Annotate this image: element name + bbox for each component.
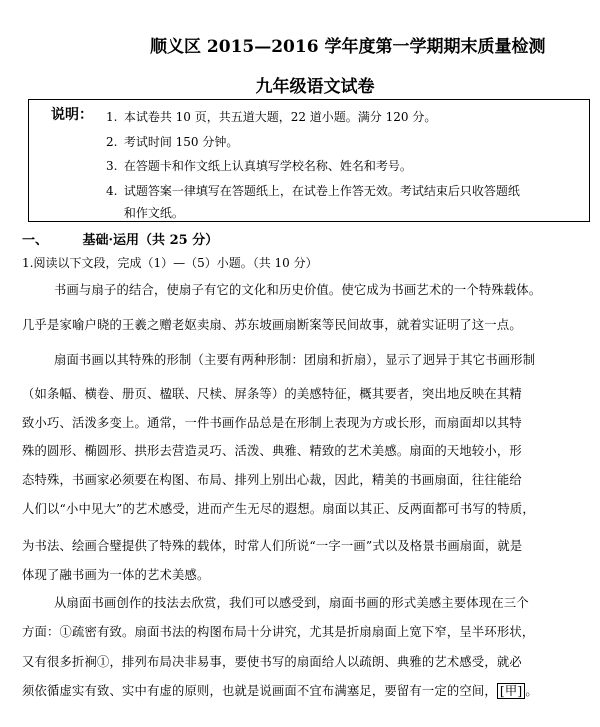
passage-line-text: 须依循虚实有致、实中有虚的原则，也就是说画面不宜布满塞足，要留有一定的空间， (22, 684, 497, 698)
notice-box (28, 99, 590, 222)
notice-item-text: 在答题卡和作文纸上认真填写学校名称、姓名和考号。 (123, 159, 412, 173)
exam-title: 顺义区 2015—2016 学年度第一学期期末质量检测 (150, 37, 546, 57)
notice-item-text: 和作文纸。 (123, 206, 184, 220)
passage-line: 扇面书画以其特殊的形制（主要有两种形制：团扇和折扇），显示了迥异于其它书画形制 (54, 353, 536, 367)
passage-line: 又有很多折裥①，排列布局决非易事，要使书写的扇面给人以疏朗、典雅的艺术感受，就必 (22, 655, 522, 669)
notice-item (106, 108, 436, 125)
section-title: 基础·运用（共 25 分） (82, 233, 219, 248)
notice-item-text: 考试时间 150 分钟。 (123, 135, 239, 149)
notice-item (106, 157, 412, 174)
passage-line: 体现了融书画为一体的艺术美感。 (22, 568, 210, 582)
section-number: 一、 (22, 233, 49, 248)
notice-item-num: 1. (106, 110, 118, 124)
notice-item-num: 4. (106, 184, 118, 198)
notice-label: 说明： (51, 107, 93, 123)
notice-item (106, 133, 238, 150)
passage-line: 人们以“小中见大”的艺术感受，进而产生无尽的遐想。扇面以其正、反两面都可书写的特质， (22, 502, 535, 516)
notice-item-num: 2. (106, 135, 118, 149)
passage-line: 致小巧、活泼多变上。通常，一件书画作品总是在形制上表现为方或长形，而扇面却以其特 (22, 416, 522, 430)
exam-subtitle: 九年级语文试卷 (255, 77, 375, 97)
notice-item (106, 182, 520, 199)
passage-line: 态特殊，书画家必须要在构图、布局、排列上别出心裁，因此，精美的书画扇面，往往能给 (22, 473, 522, 487)
answer-blank-jia: [甲] (497, 683, 526, 699)
notice-item-text: 本试卷共 10 页，共五道大题，22 道小题。满分 120 分。 (123, 110, 437, 124)
passage-line: 从扇面书画创作的技法去欣赏，我们可以感受到，扇面书画的形式美感主要体现在三个 (54, 596, 529, 610)
passage-line: 殊的圆形、椭圆形、拱形去营造灵巧、活泼、典雅、精致的艺术美感。扇面的天地较小，形 (22, 444, 522, 458)
passage-line: 几乎是家喻户晓的王羲之赠老妪卖扇、苏东坡画扇断案等民间故事，就着实证明了这一点。 (22, 318, 522, 332)
passage-line-tail: 。 (525, 684, 538, 698)
passage-line: （如条幅、横卷、册页、楹联、尺椟、屏条等）的美感特征，概其要者，突出地反映在其精 (22, 387, 522, 401)
notice-item (106, 204, 184, 221)
passage-line: 方面：①疏密有致。扇面书法的构图布局十分讲究，尤其是折扇扇面上宽下窄，呈半环形状， (22, 625, 535, 639)
question-intro: 1.阅读以下文段，完成（1）—（5）小题。（共 10 分） (22, 256, 318, 270)
passage-line: 书画与扇子的结合，使扇子有它的文化和历史价值。使它成为书画艺术的一个特殊载体。 (54, 283, 542, 297)
notice-item-num: 3. (106, 159, 118, 173)
passage-line: 为书法、绘画合璧提供了特殊的载体，时常人们所说“一字一画”式以及格景书画扇面，就是 (22, 539, 523, 553)
passage-line-last (22, 681, 592, 699)
section-heading (22, 229, 218, 248)
notice-item-text: 试题答案一律填写在答题纸上，在试卷上作答无效。考试结束后只收答题纸 (123, 184, 520, 198)
